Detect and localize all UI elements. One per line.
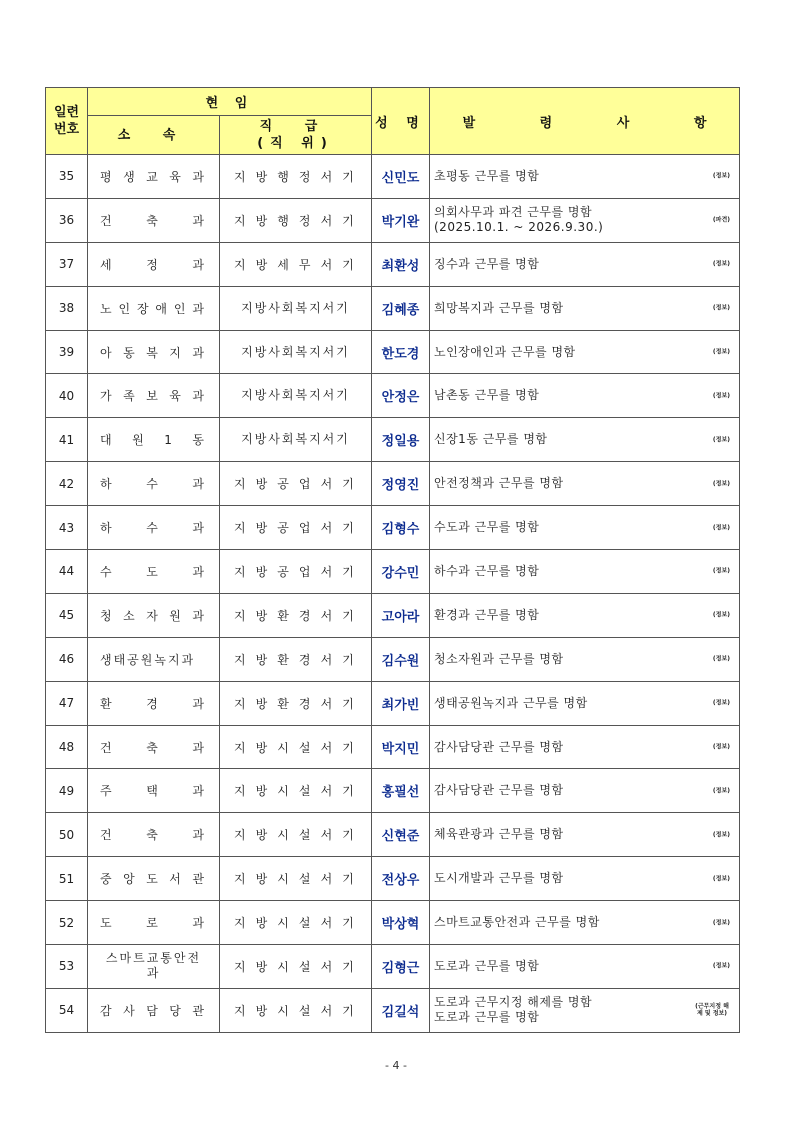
department: [88, 462, 220, 506]
department: [88, 550, 220, 594]
rank-text: 지방사회복지서기: [241, 344, 350, 359]
rank: [220, 769, 372, 813]
department: [88, 198, 220, 242]
table-row: [46, 462, 740, 506]
header-rank-bottom: (직 위): [257, 136, 334, 151]
rank-text: 지 방 시 설 서 기: [234, 872, 357, 887]
serial-number: 40: [46, 374, 88, 418]
appointment-type-tag: (정보): [712, 875, 730, 883]
rank: [220, 242, 372, 286]
appointment-type-tag: (정보): [712, 962, 730, 970]
table-row: [46, 506, 740, 550]
appointment-line: 생태공원녹지과 근무를 명함: [434, 695, 588, 710]
rank: [220, 286, 372, 330]
header-serial-line2: 번호: [53, 122, 80, 137]
department: [88, 637, 220, 681]
rank-text: 지 방 시 설 서 기: [234, 828, 357, 843]
table-row: [46, 637, 740, 681]
appointment-type-tag: (파견): [712, 216, 730, 224]
appointment-type-tag: (정보): [712, 392, 730, 400]
appointment-detail: [430, 813, 740, 857]
person-name: 김수원: [372, 637, 430, 681]
appointment-line: 의회사무과 파견 근무를 명함: [434, 205, 593, 220]
appointment-line: 도로과 근무를 명함: [434, 958, 540, 973]
person-name: 김형근: [372, 945, 430, 989]
rank: [220, 330, 372, 374]
appointment-line: 도시개발과 근무를 명함: [434, 871, 564, 886]
rank-text: 지 방 시 설 서 기: [234, 740, 357, 755]
appointment-table: [45, 87, 740, 1033]
department: [88, 242, 220, 286]
page-number: - 4 -: [385, 1059, 407, 1072]
person-name: 김형수: [372, 506, 430, 550]
department: [88, 506, 220, 550]
table-row: [46, 813, 740, 857]
header-rank-top: 직 급: [259, 119, 332, 134]
rank-text: 지방사회복지서기: [241, 300, 350, 315]
header-current: 현 임: [88, 88, 372, 116]
table-row: [46, 725, 740, 769]
appointment-line: 초평동 근무를 명함: [434, 168, 540, 183]
rank-text: 지 방 행 정 서 기: [234, 213, 357, 228]
rank: [220, 725, 372, 769]
rank-text: 지방사회복지서기: [241, 432, 350, 447]
appointment-line: 신장1동 근무를 명함: [434, 432, 548, 447]
table-row: [46, 418, 740, 462]
person-name: 정일용: [372, 418, 430, 462]
department-text: 평 생 교 육 과: [100, 169, 207, 184]
table-row: [46, 286, 740, 330]
rank-text: 지 방 환 경 서 기: [234, 608, 357, 623]
appointment-detail: [430, 462, 740, 506]
appointment-line: 도로과 근무지정 해제를 명함: [434, 995, 593, 1010]
table-row: [46, 374, 740, 418]
appointment-type-tag: (정보): [712, 787, 730, 795]
table-row: [46, 988, 740, 1032]
rank: [220, 857, 372, 901]
rank: [220, 637, 372, 681]
serial-number: 44: [46, 550, 88, 594]
rank: [220, 593, 372, 637]
department: [88, 857, 220, 901]
serial-number: 50: [46, 813, 88, 857]
appointment-line: (2025.10.1. ~ 2026.9.30.): [434, 220, 604, 235]
appointment-detail: [430, 725, 740, 769]
rank: [220, 945, 372, 989]
appointment-type-tag: (정보): [712, 304, 730, 312]
appointment-detail: [430, 198, 740, 242]
person-name: 박기완: [372, 198, 430, 242]
serial-number: 36: [46, 198, 88, 242]
table-row: [46, 681, 740, 725]
rank: [220, 418, 372, 462]
rank-text: 지 방 환 경 서 기: [234, 652, 357, 667]
appointment-detail: [430, 637, 740, 681]
serial-number: 53: [46, 945, 88, 989]
department-text: 건 축 과: [100, 828, 207, 843]
appointment-detail: [430, 155, 740, 199]
department: [88, 330, 220, 374]
department-text: 건 축 과: [100, 213, 207, 228]
department-text: 중 앙 도 서 관: [100, 872, 207, 887]
appointment-detail: [430, 857, 740, 901]
table-row: [46, 198, 740, 242]
serial-number: 47: [46, 681, 88, 725]
rank-text: 지 방 시 설 서 기: [234, 916, 357, 931]
serial-number: 37: [46, 242, 88, 286]
appointment-detail: [430, 242, 740, 286]
appointment-type-tag: (정보): [712, 655, 730, 663]
person-name: 박상혁: [372, 901, 430, 945]
department: [88, 813, 220, 857]
department-text: 건 축 과: [100, 740, 207, 755]
department-text: 세 정 과: [100, 257, 207, 272]
person-name: 신민도: [372, 155, 430, 199]
rank-text: 지 방 시 설 서 기: [234, 784, 357, 799]
department: [88, 988, 220, 1032]
person-name: 한도경: [372, 330, 430, 374]
department-text: 감 사 담 당 관: [100, 1003, 207, 1018]
appointment-detail: [430, 945, 740, 989]
appointment-line: 남촌동 근무를 명함: [434, 388, 540, 403]
appointment-detail: [430, 769, 740, 813]
rank-text: 지 방 시 설 서 기: [234, 1003, 357, 1018]
rank: [220, 901, 372, 945]
rank: [220, 988, 372, 1032]
serial-number: 45: [46, 593, 88, 637]
header-rank: [220, 116, 372, 155]
appointment-line: 환경과 근무를 명함: [434, 607, 540, 622]
appointment-line: 징수과 근무를 명함: [434, 256, 540, 271]
department: [88, 681, 220, 725]
table-row: [46, 330, 740, 374]
serial-number: 38: [46, 286, 88, 330]
serial-number: 39: [46, 330, 88, 374]
serial-number: 51: [46, 857, 88, 901]
table-row: [46, 242, 740, 286]
serial-number: 49: [46, 769, 88, 813]
serial-number: 41: [46, 418, 88, 462]
appointment-detail: [430, 988, 740, 1032]
person-name: 김길석: [372, 988, 430, 1032]
table-body: [46, 155, 740, 1033]
department: [88, 945, 220, 989]
appointment-detail: [430, 374, 740, 418]
table-row: [46, 945, 740, 989]
department-text: 수 도 과: [100, 564, 207, 579]
appointment-type-tag: (정보): [712, 172, 730, 180]
table-row: [46, 769, 740, 813]
serial-number: 54: [46, 988, 88, 1032]
appointment-line: 안전정책과 근무를 명함: [434, 476, 564, 491]
appointment-type-tag: (정보): [712, 436, 730, 444]
person-name: 최환성: [372, 242, 430, 286]
rank: [220, 374, 372, 418]
appointment-detail: [430, 681, 740, 725]
appointment-type-tag: (정보): [712, 919, 730, 927]
appointment-detail: [430, 506, 740, 550]
rank: [220, 506, 372, 550]
header-action: 발 령 사 항: [430, 88, 740, 155]
department-text: 주 택 과: [100, 784, 207, 799]
department: [88, 418, 220, 462]
rank: [220, 813, 372, 857]
person-name: 정영진: [372, 462, 430, 506]
person-name: 강수민: [372, 550, 430, 594]
department: [88, 374, 220, 418]
appointment-line: 수도과 근무를 명함: [434, 520, 540, 535]
department: [88, 725, 220, 769]
appointment-line: 희망복지과 근무를 명함: [434, 300, 564, 315]
department: [88, 901, 220, 945]
rank-text: 지 방 시 설 서 기: [234, 959, 357, 974]
rank: [220, 155, 372, 199]
appointment-line: 감사담당관 근무를 명함: [434, 739, 564, 754]
appointment-line: 감사담당관 근무를 명함: [434, 783, 564, 798]
rank-text: 지 방 공 업 서 기: [234, 477, 357, 492]
appointment-detail: [430, 593, 740, 637]
department-text: 청 소 자 원 과: [100, 608, 207, 623]
department: [88, 769, 220, 813]
department-text: 도 로 과: [100, 916, 207, 931]
department-text: 대 원 1 동: [100, 432, 207, 448]
header-serial: [46, 88, 88, 155]
table-row: [46, 857, 740, 901]
department: [88, 286, 220, 330]
person-name: 박지민: [372, 725, 430, 769]
appointment-detail: [430, 901, 740, 945]
table-row: [46, 155, 740, 199]
department-text: 생태공원녹지과: [100, 652, 196, 667]
appointment-type-tag: (정보): [712, 567, 730, 575]
table-row: [46, 550, 740, 594]
person-name: 홍필선: [372, 769, 430, 813]
rank-text: 지 방 공 업 서 기: [234, 521, 357, 536]
appointment-type-tag: (정보): [712, 831, 730, 839]
appointment-type-tag: (정보): [712, 480, 730, 488]
appointment-type-tag: (정보): [712, 348, 730, 356]
header-serial-line1: 일련: [53, 105, 80, 120]
serial-number: 35: [46, 155, 88, 199]
appointment-line: 체육관광과 근무를 명함: [434, 827, 564, 842]
rank: [220, 550, 372, 594]
rank: [220, 681, 372, 725]
appointment-detail: [430, 330, 740, 374]
department-text: 아 동 복 지 과: [100, 345, 207, 360]
department-text: 가 족 보 육 과: [100, 389, 207, 404]
rank-text: 지 방 공 업 서 기: [234, 564, 357, 579]
department-text: 노 인 장 애 인 과: [100, 301, 207, 316]
person-name: 김혜종: [372, 286, 430, 330]
person-name: 안정은: [372, 374, 430, 418]
appointment-detail: [430, 550, 740, 594]
person-name: 신현준: [372, 813, 430, 857]
serial-number: 46: [46, 637, 88, 681]
department: [88, 155, 220, 199]
appointment-type-tag: (정보): [712, 524, 730, 532]
appointment-line: 하수과 근무를 명함: [434, 563, 540, 578]
header-name: 성 명: [372, 88, 430, 155]
rank-text: 지 방 세 무 서 기: [234, 257, 357, 272]
rank: [220, 462, 372, 506]
serial-number: 42: [46, 462, 88, 506]
appointment-line: 노인장애인과 근무를 명함: [434, 344, 576, 359]
table-row: [46, 901, 740, 945]
rank-text: 지 방 행 정 서 기: [234, 169, 357, 184]
table-row: [46, 593, 740, 637]
appointment-line: 스마트교통안전과 근무를 명함: [434, 915, 600, 930]
rank-text: 지 방 환 경 서 기: [234, 696, 357, 711]
serial-number: 48: [46, 725, 88, 769]
department-text: 하 수 과: [100, 521, 207, 536]
appointment-type-tag: (정보): [712, 743, 730, 751]
rank: [220, 198, 372, 242]
person-name: 최가빈: [372, 681, 430, 725]
appointment-type-tag: (근무지정 해제 및 정보): [695, 1003, 729, 1018]
serial-number: 43: [46, 506, 88, 550]
appointment-line: 도로과 근무를 명함: [434, 1010, 540, 1025]
department: [88, 593, 220, 637]
department-text: 환 경 과: [100, 696, 207, 711]
department-text: 하 수 과: [100, 477, 207, 492]
person-name: 전상우: [372, 857, 430, 901]
person-name: 고아라: [372, 593, 430, 637]
appointment-detail: [430, 418, 740, 462]
appointment-line: 청소자원과 근무를 명함: [434, 651, 564, 666]
header-dept: 소 속: [88, 116, 220, 155]
serial-number: 52: [46, 901, 88, 945]
appointment-type-tag: (정보): [712, 699, 730, 707]
appointment-detail: [430, 286, 740, 330]
appointment-type-tag: (정보): [712, 260, 730, 268]
rank-text: 지방사회복지서기: [241, 388, 350, 403]
appointment-type-tag: (정보): [712, 611, 730, 619]
department-text: 스마트교통안전과: [105, 951, 202, 981]
